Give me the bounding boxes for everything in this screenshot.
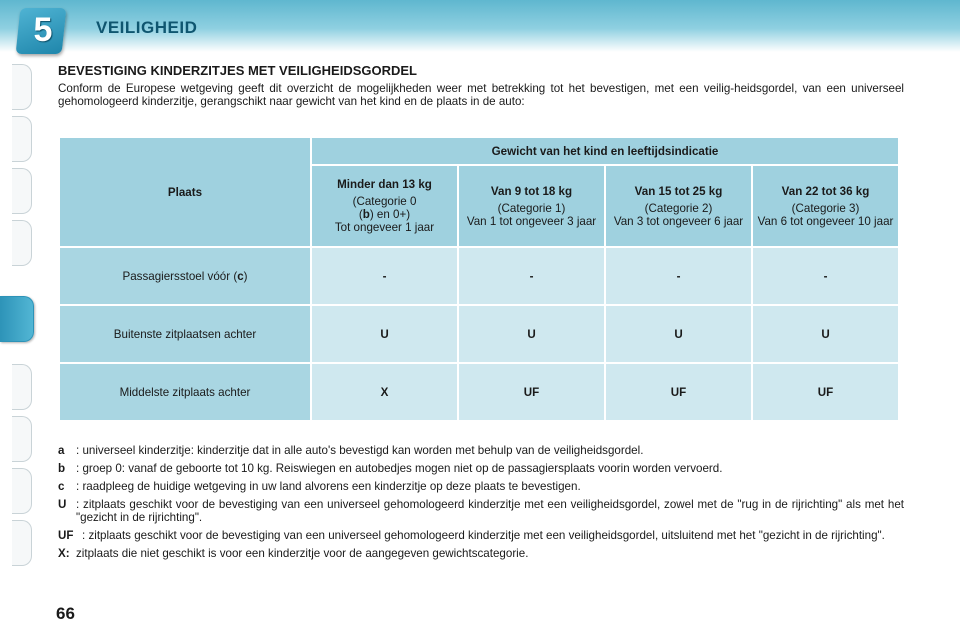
table-cell: - (606, 248, 751, 304)
note-text: : groep 0: vanaf de geboorte tot 10 kg. Reiswiegen en autobedjes mogen niet op de passagiersplaats voorin worden vervoerd. (76, 462, 723, 475)
weight-group-title: Minder dan 13 kg (337, 178, 432, 191)
chapter-number: 5 (33, 11, 53, 49)
table-cell: - (459, 248, 604, 304)
table-cell: - (753, 248, 898, 304)
table-cell: U (606, 306, 751, 362)
weight-group-category: (Categorie 3) (791, 201, 860, 215)
table-cell: - (312, 248, 457, 304)
weight-group-category: (Categorie 2) (644, 201, 713, 215)
note-x (58, 547, 904, 560)
note-b (58, 462, 904, 475)
chapter-tab-9[interactable] (12, 520, 32, 566)
note-text: : raadpleeg de huidige wetgeving in uw land alvorens een kinderzitje op deze plaats te bevestigen. (76, 480, 581, 493)
table-cell: U (312, 306, 457, 362)
note-key: c (58, 480, 65, 493)
weight-group-category: (Categorie 1) (497, 201, 566, 215)
note-text: : universeel kinderzitje: kinderzitje dat in alle auto's bevestigd kan worden met behulp van de veiligheidsgordel. (76, 444, 644, 457)
legend-notes (58, 444, 904, 565)
table-cell: UF (606, 364, 751, 420)
row-label-text-end: ) (243, 269, 248, 283)
chapter-title: VEILIGHEID (96, 18, 198, 37)
section-heading: BEVESTIGING KINDERZITJES MET VEILIGHEIDSGORDEL (58, 63, 417, 78)
note-key: UF (58, 529, 74, 542)
weight-group-age: Tot ongeveer 1 jaar (334, 221, 435, 234)
note-c (58, 480, 904, 493)
weight-group-age: Van 1 tot ongeveer 3 jaar (466, 214, 597, 228)
chapter-tab-2[interactable] (12, 116, 32, 162)
weight-group-title: Van 9 tot 18 kg (490, 184, 573, 198)
weight-group-title: Van 15 tot 25 kg (634, 184, 723, 198)
note-uf (58, 529, 904, 542)
note-ref-b: b (362, 208, 370, 221)
chapter-tab-1[interactable] (12, 64, 32, 110)
chapter-tab-strip (0, 64, 36, 584)
chapter-tab-3[interactable] (12, 168, 32, 214)
table-row (60, 364, 898, 420)
category-text-end: ) en 0+) (369, 208, 411, 221)
chapter-tab-4[interactable] (12, 220, 32, 266)
chapter-tab-6[interactable] (12, 364, 32, 410)
note-u (58, 498, 904, 524)
row-label-front-passenger (60, 248, 310, 304)
row-label-middle-rear: Middelste zitplaats achter (60, 364, 310, 420)
table-cell: U (459, 306, 604, 362)
table-header-place: Plaats (60, 138, 310, 246)
note-a (58, 444, 904, 457)
table-row (60, 248, 898, 304)
chapter-tab-7[interactable] (12, 416, 32, 462)
weight-group-title: Van 22 tot 36 kg (781, 184, 870, 198)
weight-group-age: Van 3 tot ongeveer 6 jaar (613, 214, 744, 228)
note-text: : zitplaats geschikt voor de bevestiging van een universeel gehomologeerd kinderzitje met een veiligheidsgordel, uitsluitend met het "gezicht in de rijrichting". (82, 529, 885, 542)
weight-group-age: Van 6 tot ongeveer 10 jaar (757, 214, 894, 228)
note-text: : zitplaats geschikt voor de bevestiging van een universeel gehomologeerd kinderzitje met een veiligheidsgordel, zowel met de "rug in de rijrichting" als met het "gezicht in de rijrichting". (76, 498, 904, 524)
note-key: a (58, 444, 65, 457)
note-key: X: (58, 547, 70, 560)
note-key: b (58, 462, 66, 475)
table-header-weight-age: Gewicht van het kind en leeftijdsindicatie (312, 138, 898, 164)
note-ref-c: c (237, 269, 244, 283)
weight-group-2 (606, 166, 751, 246)
note-key: U (58, 498, 67, 511)
row-label-text: Passagiersstoel vóór ( (122, 269, 238, 283)
weight-group-0 (312, 166, 457, 246)
weight-group-1 (459, 166, 604, 246)
table-cell: X (312, 364, 457, 420)
weight-group-category: (Categorie 0 (b) en 0+) (352, 195, 417, 221)
row-label-outer-rear: Buitenste zitplaatsen achter (60, 306, 310, 362)
table-cell: UF (753, 364, 898, 420)
note-text: zitplaats die niet geschikt is voor een kinderzitje voor de aangegeven gewichtscategorie. (76, 547, 529, 560)
child-seat-table (58, 136, 900, 422)
page-number: 66 (56, 604, 75, 623)
table-cell: U (753, 306, 898, 362)
weight-group-3 (753, 166, 898, 246)
table-cell: UF (459, 364, 604, 420)
table-row (60, 306, 898, 362)
category-text: (Categorie 0 (352, 195, 417, 208)
chapter-tab-5-active[interactable] (0, 296, 34, 342)
chapter-tab-8[interactable] (12, 468, 32, 514)
intro-paragraph: Conform de Europese wetgeving geeft dit overzicht de mogelijkheden weer met betrekking tot het bevestigen, met een veilig-heidsgordel, van een universeel gehomologeerd kinderzitje, gerangschikt naar gewicht van het kind en de plaats in de auto: (58, 82, 904, 108)
